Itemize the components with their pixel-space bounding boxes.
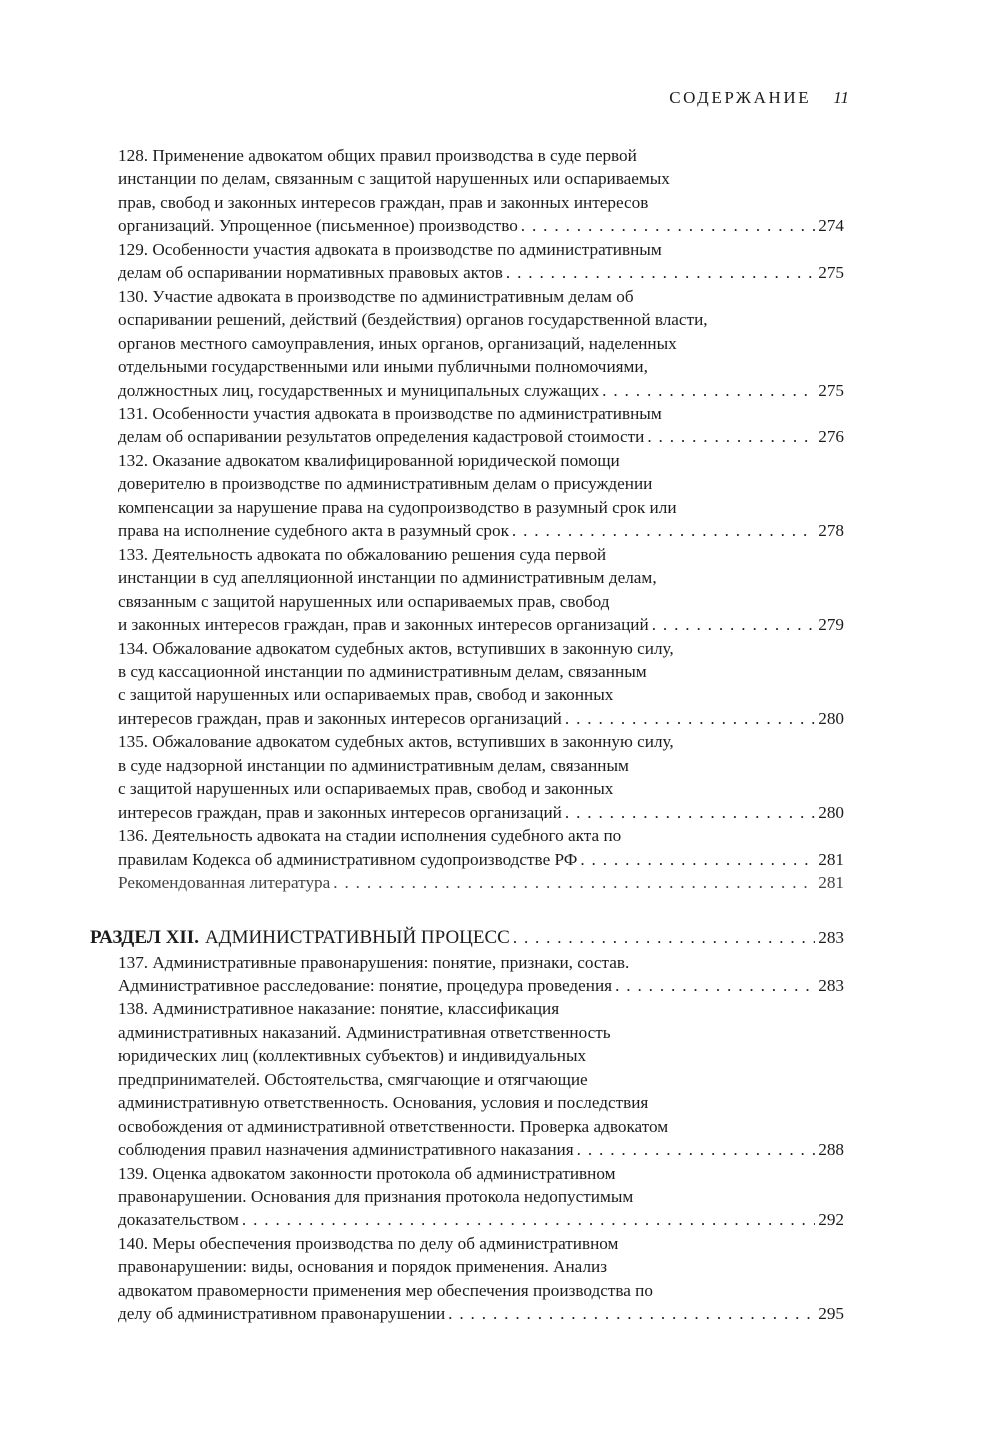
page-number: 11	[833, 88, 849, 107]
toc-entry-line: отдельными государственными или иными публичными полномочиями,	[118, 357, 648, 377]
toc-entry[interactable]	[118, 543, 844, 637]
toc-entry-line: инстанции в суд апелляционной инстанции по административным делам,	[118, 568, 657, 588]
dot-leader	[577, 1138, 816, 1161]
toc-entry-last-line	[118, 379, 844, 402]
toc-entry-line: 135. Обжалование адвокатом судебных актов, вступивших в законную силу,	[118, 732, 674, 752]
toc-entry-line: адвокатом правомерности применения мер обеспечения производства по	[118, 1280, 653, 1300]
toc-page-number: 288	[818, 1140, 844, 1160]
toc-entry-line: в суд кассационной инстанции по административным делам, связанным	[118, 661, 647, 681]
toc-entries-after	[90, 951, 844, 1326]
toc-entry[interactable]	[118, 144, 844, 238]
dot-leader	[615, 974, 815, 997]
toc-entry-line: прав, свобод и законных интересов граждан, прав и законных интересов	[118, 192, 649, 212]
toc-entry-last-line	[118, 848, 844, 871]
toc-entry-line: правонарушении: виды, основания и порядок применения. Анализ	[118, 1257, 608, 1277]
toc-page-number: 295	[818, 1304, 844, 1324]
toc-entry[interactable]	[118, 1232, 844, 1326]
toc-entry-line: 129. Особенности участия адвоката в производстве по административным	[118, 239, 662, 259]
toc-entry-line: 132. Оказание адвокатом квалифицированной юридической помощи	[118, 450, 620, 470]
toc-entry-line: 130. Участие адвоката в производстве по административным делам об	[118, 286, 634, 306]
toc-entry-last-line	[118, 871, 844, 894]
toc-entry-last-line	[118, 613, 844, 636]
toc-entry-line: 131. Особенности участия адвоката в производстве по административным	[118, 403, 662, 423]
toc-entry-line: делам об оспаривании нормативных правовых актов	[118, 263, 503, 283]
dot-leader	[448, 1302, 815, 1325]
toc-entry-line: 139. Оценка адвокатом законности протокола об административном	[118, 1163, 616, 1183]
toc-entries-before	[90, 144, 844, 895]
toc-page-number: 292	[818, 1210, 844, 1230]
dot-leader	[512, 519, 815, 542]
toc-entry-line: соблюдения правил назначения административного наказания	[118, 1140, 574, 1160]
toc-entry-line: интересов граждан, прав и законных интересов организаций	[118, 802, 562, 822]
running-header	[669, 88, 849, 108]
toc-entry-line: Административное расследование: понятие, процедура проведения	[118, 975, 613, 995]
toc-entry-line: делам об оспаривании результатов определения кадастровой стоимости	[118, 427, 645, 447]
toc-entry[interactable]	[118, 402, 844, 449]
dot-leader	[242, 1208, 815, 1231]
toc-entry-line: оспаривании решений, действий (бездействия) органов государственной власти,	[118, 310, 708, 330]
dot-leader	[513, 924, 815, 951]
toc-entry-line: в суде надзорной инстанции по административным делам, связанным	[118, 755, 629, 775]
section-title: АДМИНИСТРАТИВНЫЙ ПРОЦЕСС	[204, 926, 510, 948]
dot-leader	[521, 214, 815, 237]
toc-entry-last-line	[118, 1208, 844, 1231]
toc-page-number: 275	[818, 380, 844, 400]
dot-leader	[602, 379, 815, 402]
toc-entry-line: компенсации за нарушение права на судопроизводство в разумный срок или	[118, 497, 677, 517]
dot-leader	[580, 848, 815, 871]
toc-entry-line: доверителю в производстве по административным делам о присуждении	[118, 474, 653, 494]
toc-entry[interactable]	[118, 1162, 844, 1232]
toc-page-number: 275	[818, 263, 844, 283]
dot-leader	[565, 707, 815, 730]
toc-entry-line: 137. Административные правонарушения: понятие, признаки, состав.	[118, 952, 630, 972]
toc-entry-last-line	[118, 425, 844, 448]
toc-entry[interactable]	[118, 637, 844, 731]
toc-entry-line: правонарушении. Основания для признания протокола недопустимым	[118, 1187, 634, 1207]
toc-entry-last-line	[118, 1138, 844, 1161]
toc-entry-line: 133. Деятельность адвоката по обжалованию решения суда первой	[118, 544, 607, 564]
toc-entry-line: связанным с защитой нарушенных или оспариваемых прав, свобод	[118, 591, 610, 611]
toc-entry-line: 136. Деятельность адвоката на стадии исполнения судебного акта по	[118, 826, 622, 846]
toc-entry-last-line	[118, 707, 844, 730]
toc-entry-line: административных наказаний. Административная ответственность	[118, 1022, 611, 1042]
toc-entry-line: организаций. Упрощенное (письменное) производство	[118, 216, 518, 236]
toc-page-number: 281	[818, 873, 844, 893]
toc-entry-line: инстанции по делам, связанным с защитой нарушенных или оспариваемых	[118, 169, 670, 189]
toc-entry[interactable]	[118, 997, 844, 1161]
toc-entry-last-line	[118, 519, 844, 542]
toc-entry-last-line	[118, 801, 844, 824]
dot-leader	[506, 261, 815, 284]
toc-page-number: 280	[818, 708, 844, 728]
toc-entry-line: административную ответственность. Основания, условия и последствия	[118, 1093, 649, 1113]
toc-entry[interactable]	[118, 449, 844, 543]
toc-entry-line: с защитой нарушенных или оспариваемых прав, свобод и законных	[118, 779, 614, 799]
toc-entry-line: 128. Применение адвокатом общих правил производства в суде первой	[118, 146, 637, 165]
toc-entry[interactable]	[118, 730, 844, 824]
toc-entry-last-line	[118, 1302, 844, 1325]
toc-entry-line: доказательством	[118, 1210, 239, 1230]
dot-leader	[333, 871, 815, 894]
section-page-number: 283	[818, 927, 844, 947]
toc-page-number: 274	[818, 216, 844, 236]
dot-leader	[652, 613, 816, 636]
toc-entry-line: юридических лиц (коллективных субъектов) и индивидуальных	[118, 1046, 587, 1066]
toc-page-number: 278	[818, 521, 844, 541]
toc-entry[interactable]	[118, 238, 844, 285]
toc-page-number: 281	[818, 849, 844, 869]
toc-entry[interactable]	[118, 285, 844, 402]
section-label: РАЗДЕЛ XII.	[90, 926, 199, 948]
toc-entry-last-line	[118, 214, 844, 237]
toc-entry-literature[interactable]	[118, 871, 844, 894]
toc-entry-line: правилам Кодекса об административном судопроизводстве РФ	[118, 849, 578, 869]
toc-entry-last-line	[118, 974, 844, 997]
dot-leader	[565, 801, 815, 824]
toc-entry-last-line	[118, 261, 844, 284]
toc-page-number: 279	[818, 615, 844, 635]
toc-page-number: 283	[818, 975, 844, 995]
section-heading[interactable]	[90, 924, 844, 951]
toc-entry-line: Рекомендованная литература	[118, 873, 331, 893]
table-of-contents	[90, 144, 844, 1326]
toc-entry-line: 140. Меры обеспечения производства по делу об административном	[118, 1233, 619, 1253]
toc-entry[interactable]	[118, 951, 844, 998]
toc-entry-line: интересов граждан, прав и законных интересов организаций	[118, 708, 562, 728]
toc-entry-line: освобождения от административной ответственности. Проверка адвокатом	[118, 1116, 669, 1136]
toc-page-number: 280	[818, 802, 844, 822]
toc-entry-line: и законных интересов граждан, прав и законных интересов организаций	[118, 615, 649, 635]
toc-page-number: 276	[818, 427, 844, 447]
toc-entry-line: делу об административном правонарушении	[118, 1304, 446, 1324]
dot-leader	[647, 425, 815, 448]
toc-entry-line: органов местного самоуправления, иных органов, организаций, наделенных	[118, 333, 677, 353]
toc-entry[interactable]	[118, 824, 844, 871]
toc-entry-line: с защитой нарушенных или оспариваемых прав, свобод и законных	[118, 685, 614, 705]
toc-entry-line: должностных лиц, государственных и муниципальных служащих	[118, 380, 600, 400]
toc-entry-line: 134. Обжалование адвокатом судебных актов, вступивших в законную силу,	[118, 638, 674, 658]
toc-entry-line: 138. Административное наказание: понятие, классификация	[118, 999, 560, 1019]
running-header-title: СОДЕРЖАНИЕ	[669, 88, 812, 107]
toc-entry-line: предпринимателей. Обстоятельства, смягчающие и отягчающие	[118, 1069, 588, 1089]
toc-entry-line: права на исполнение судебного акта в разумный срок	[118, 521, 509, 541]
